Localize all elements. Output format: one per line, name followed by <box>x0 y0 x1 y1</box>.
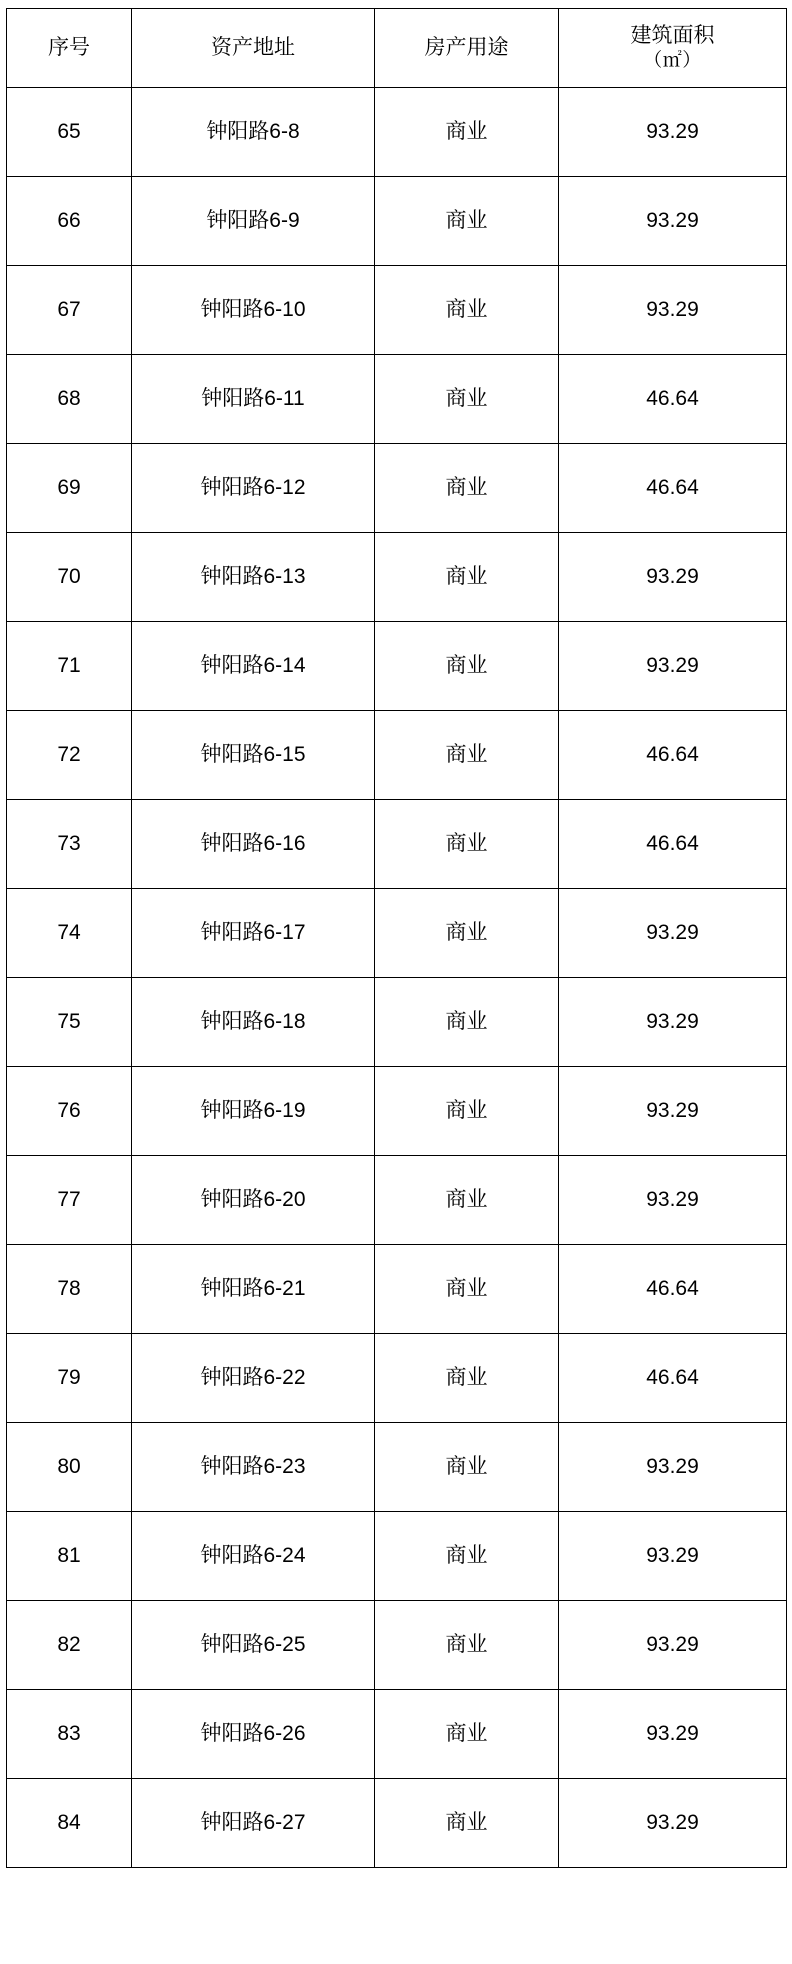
table-row <box>7 978 787 1067</box>
table-row <box>7 266 787 355</box>
table-row <box>7 1601 787 1690</box>
cell-area: 93.29 <box>559 533 787 622</box>
cell-area: 46.64 <box>559 711 787 800</box>
column-header-index: 序号 <box>7 9 132 88</box>
table-row <box>7 1067 787 1156</box>
cell-address: 钟阳路6-17 <box>132 889 375 978</box>
table-row <box>7 1156 787 1245</box>
table-row <box>7 1334 787 1423</box>
cell-area: 93.29 <box>559 177 787 266</box>
cell-area: 93.29 <box>559 889 787 978</box>
cell-index: 83 <box>7 1690 132 1779</box>
column-header-area <box>559 9 787 88</box>
cell-area: 93.29 <box>559 1067 787 1156</box>
cell-usage: 商业 <box>375 711 559 800</box>
cell-usage: 商业 <box>375 88 559 177</box>
cell-usage: 商业 <box>375 1601 559 1690</box>
table-row <box>7 1245 787 1334</box>
cell-address: 钟阳路6-26 <box>132 1690 375 1779</box>
cell-address: 钟阳路6-14 <box>132 622 375 711</box>
cell-usage: 商业 <box>375 1779 559 1868</box>
cell-index: 72 <box>7 711 132 800</box>
cell-usage: 商业 <box>375 1067 559 1156</box>
cell-area: 93.29 <box>559 1512 787 1601</box>
table-row <box>7 1779 787 1868</box>
table-body <box>7 88 787 1868</box>
cell-area: 93.29 <box>559 1423 787 1512</box>
cell-usage: 商业 <box>375 266 559 355</box>
cell-index: 76 <box>7 1067 132 1156</box>
column-header-area-unit: （㎡） <box>643 50 702 72</box>
cell-index: 82 <box>7 1601 132 1690</box>
cell-index: 81 <box>7 1512 132 1601</box>
table-row <box>7 622 787 711</box>
cell-address: 钟阳路6-16 <box>132 800 375 889</box>
cell-usage: 商业 <box>375 1423 559 1512</box>
table-row <box>7 444 787 533</box>
cell-area: 46.64 <box>559 1245 787 1334</box>
cell-index: 80 <box>7 1423 132 1512</box>
cell-address: 钟阳路6-10 <box>132 266 375 355</box>
cell-index: 84 <box>7 1779 132 1868</box>
table-row <box>7 711 787 800</box>
cell-index: 77 <box>7 1156 132 1245</box>
cell-address: 钟阳路6-11 <box>132 355 375 444</box>
cell-index: 78 <box>7 1245 132 1334</box>
cell-area: 93.29 <box>559 88 787 177</box>
cell-area: 93.29 <box>559 1601 787 1690</box>
cell-index: 71 <box>7 622 132 711</box>
cell-usage: 商业 <box>375 444 559 533</box>
cell-address: 钟阳路6-25 <box>132 1601 375 1690</box>
cell-area: 93.29 <box>559 978 787 1067</box>
column-header-area-label: 建筑面积 <box>630 24 715 47</box>
table-row <box>7 88 787 177</box>
cell-address: 钟阳路6-19 <box>132 1067 375 1156</box>
table-row <box>7 177 787 266</box>
cell-usage: 商业 <box>375 622 559 711</box>
cell-usage: 商业 <box>375 1334 559 1423</box>
cell-address: 钟阳路6-15 <box>132 711 375 800</box>
cell-index: 74 <box>7 889 132 978</box>
cell-address: 钟阳路6-9 <box>132 177 375 266</box>
table-row <box>7 800 787 889</box>
table-row <box>7 1512 787 1601</box>
table-row <box>7 889 787 978</box>
column-header-usage: 房产用途 <box>375 9 559 88</box>
cell-address: 钟阳路6-27 <box>132 1779 375 1868</box>
cell-address: 钟阳路6-24 <box>132 1512 375 1601</box>
cell-index: 69 <box>7 444 132 533</box>
cell-usage: 商业 <box>375 533 559 622</box>
cell-index: 65 <box>7 88 132 177</box>
cell-area: 46.64 <box>559 1334 787 1423</box>
cell-usage: 商业 <box>375 1245 559 1334</box>
cell-area: 93.29 <box>559 266 787 355</box>
cell-usage: 商业 <box>375 800 559 889</box>
cell-index: 75 <box>7 978 132 1067</box>
cell-area: 93.29 <box>559 1690 787 1779</box>
cell-area: 93.29 <box>559 1156 787 1245</box>
table-row <box>7 533 787 622</box>
table-header-row <box>7 9 787 88</box>
cell-address: 钟阳路6-8 <box>132 88 375 177</box>
cell-usage: 商业 <box>375 1512 559 1601</box>
cell-index: 66 <box>7 177 132 266</box>
table-header <box>7 9 787 88</box>
table-row <box>7 1690 787 1779</box>
table-row <box>7 355 787 444</box>
cell-area: 93.29 <box>559 622 787 711</box>
asset-table <box>6 8 787 1868</box>
cell-area: 46.64 <box>559 355 787 444</box>
cell-area: 93.29 <box>559 1779 787 1868</box>
cell-address: 钟阳路6-12 <box>132 444 375 533</box>
cell-index: 68 <box>7 355 132 444</box>
cell-address: 钟阳路6-13 <box>132 533 375 622</box>
cell-usage: 商业 <box>375 355 559 444</box>
cell-address: 钟阳路6-18 <box>132 978 375 1067</box>
cell-usage: 商业 <box>375 177 559 266</box>
cell-usage: 商业 <box>375 1690 559 1779</box>
cell-address: 钟阳路6-23 <box>132 1423 375 1512</box>
cell-address: 钟阳路6-22 <box>132 1334 375 1423</box>
cell-usage: 商业 <box>375 1156 559 1245</box>
cell-index: 73 <box>7 800 132 889</box>
cell-address: 钟阳路6-20 <box>132 1156 375 1245</box>
cell-index: 70 <box>7 533 132 622</box>
table-row <box>7 1423 787 1512</box>
cell-index: 67 <box>7 266 132 355</box>
cell-area: 46.64 <box>559 800 787 889</box>
cell-area: 46.64 <box>559 444 787 533</box>
cell-index: 79 <box>7 1334 132 1423</box>
cell-usage: 商业 <box>375 978 559 1067</box>
cell-address: 钟阳路6-21 <box>132 1245 375 1334</box>
column-header-address: 资产地址 <box>132 9 375 88</box>
cell-usage: 商业 <box>375 889 559 978</box>
